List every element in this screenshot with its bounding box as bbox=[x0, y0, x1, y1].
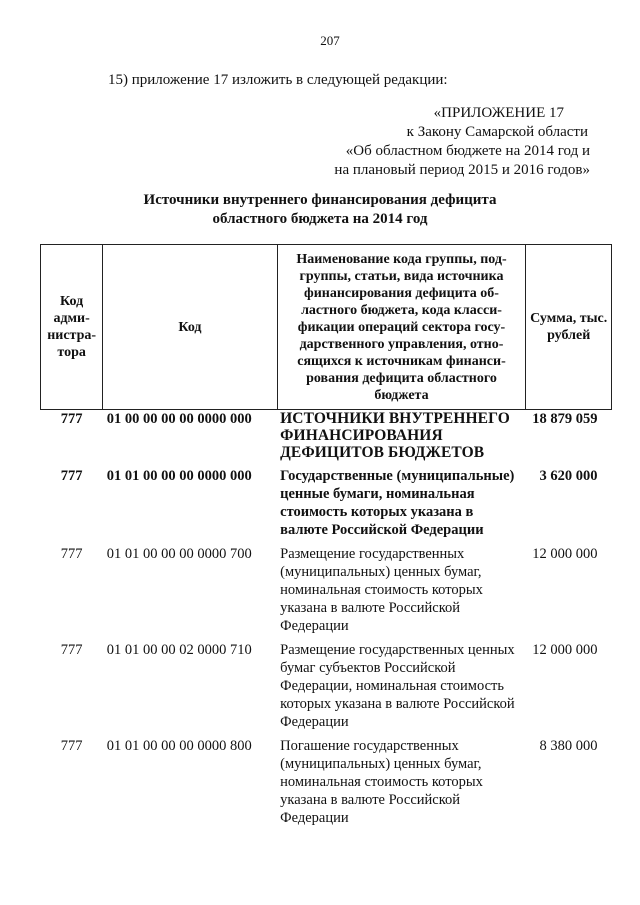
cell-name: ИСТОЧНИКИ ВНУТРЕННЕГО ФИНАНСИРОВАНИЯ ДЕФИЦИТОВ БЮДЖЕТОВ bbox=[280, 410, 510, 461]
table-row bbox=[41, 737, 612, 833]
appendix-subtitle-line1: «Об областном бюджете на 2014 год и bbox=[345, 143, 590, 159]
header-name: Наименование кода группы, под-группы, статьи, вида источника финансирования дефицита об-ластного бюджета, кода класси-фикации операций сектора госу-дарственного управления, отно-сящихся к источникам финанси-рования дефицита областного бюджета bbox=[277, 245, 526, 410]
header-admin-code: Код адми-нистра-тора bbox=[41, 245, 103, 410]
cell-code: 01 00 00 00 00 0000 000 bbox=[106, 411, 252, 427]
appendix-subtitle-line2: на плановый период 2015 и 2016 годов» bbox=[334, 162, 590, 178]
header-sum: Сумма, тыс. рублей bbox=[526, 245, 612, 410]
cell-code: 01 01 00 00 00 0000 800 bbox=[106, 738, 252, 754]
cell-sum: 18 879 059 bbox=[532, 411, 598, 427]
cell-code: 01 01 00 00 02 0000 710 bbox=[106, 642, 252, 658]
table-row bbox=[41, 641, 612, 737]
budget-sources-table bbox=[40, 244, 612, 833]
header-code: Код bbox=[103, 245, 277, 410]
cell-name: Размещение государственных (муниципальных) ценных бумаг, номинальная стоимость которых указана в валюте Российской Федерации bbox=[280, 546, 483, 634]
cell-code: 01 01 00 00 00 0000 000 bbox=[106, 468, 252, 484]
appendix-title: «ПРИЛОЖЕНИЕ 17 bbox=[433, 105, 564, 121]
table-row bbox=[41, 410, 612, 468]
cell-sum: 3 620 000 bbox=[539, 468, 598, 484]
cell-admin: 777 bbox=[60, 468, 83, 484]
table-header-row bbox=[41, 245, 612, 410]
cell-sum: 8 380 000 bbox=[539, 738, 598, 754]
appendix-header bbox=[290, 104, 590, 180]
intro-paragraph: 15) приложение 17 изложить в следующей редакции: bbox=[108, 72, 448, 88]
page-number: 207 bbox=[320, 33, 340, 48]
table-row bbox=[41, 467, 612, 545]
section-title-line2: областного бюджета на 2014 год bbox=[212, 211, 428, 227]
cell-admin: 777 bbox=[60, 642, 83, 658]
cell-sum: 12 000 000 bbox=[532, 642, 598, 658]
section-title-line1: Источники внутреннего финансирования дефицита bbox=[143, 192, 497, 208]
cell-admin: 777 bbox=[60, 546, 83, 562]
cell-name: Государственные (муниципальные) ценные бумаги, номинальная стоимость которых указана в валюте Российской Федерации bbox=[280, 468, 515, 538]
cell-name: Размещение государственных ценных бумаг субъектов Российской Федерации, номинальная стоимость которых указана в валюте Российской Федерации bbox=[280, 642, 515, 730]
cell-admin: 777 bbox=[60, 738, 83, 754]
cell-code: 01 01 00 00 00 0000 700 bbox=[106, 546, 252, 562]
table-row bbox=[41, 545, 612, 641]
cell-sum: 12 000 000 bbox=[532, 546, 598, 562]
cell-admin: 777 bbox=[60, 411, 83, 427]
cell-name: Погашение государственных (муниципальных) ценных бумаг, номинальная стоимость которых указана в валюте Российской Федерации bbox=[280, 738, 483, 826]
section-title bbox=[110, 191, 530, 229]
appendix-law: к Закону Самарской области bbox=[406, 124, 588, 140]
